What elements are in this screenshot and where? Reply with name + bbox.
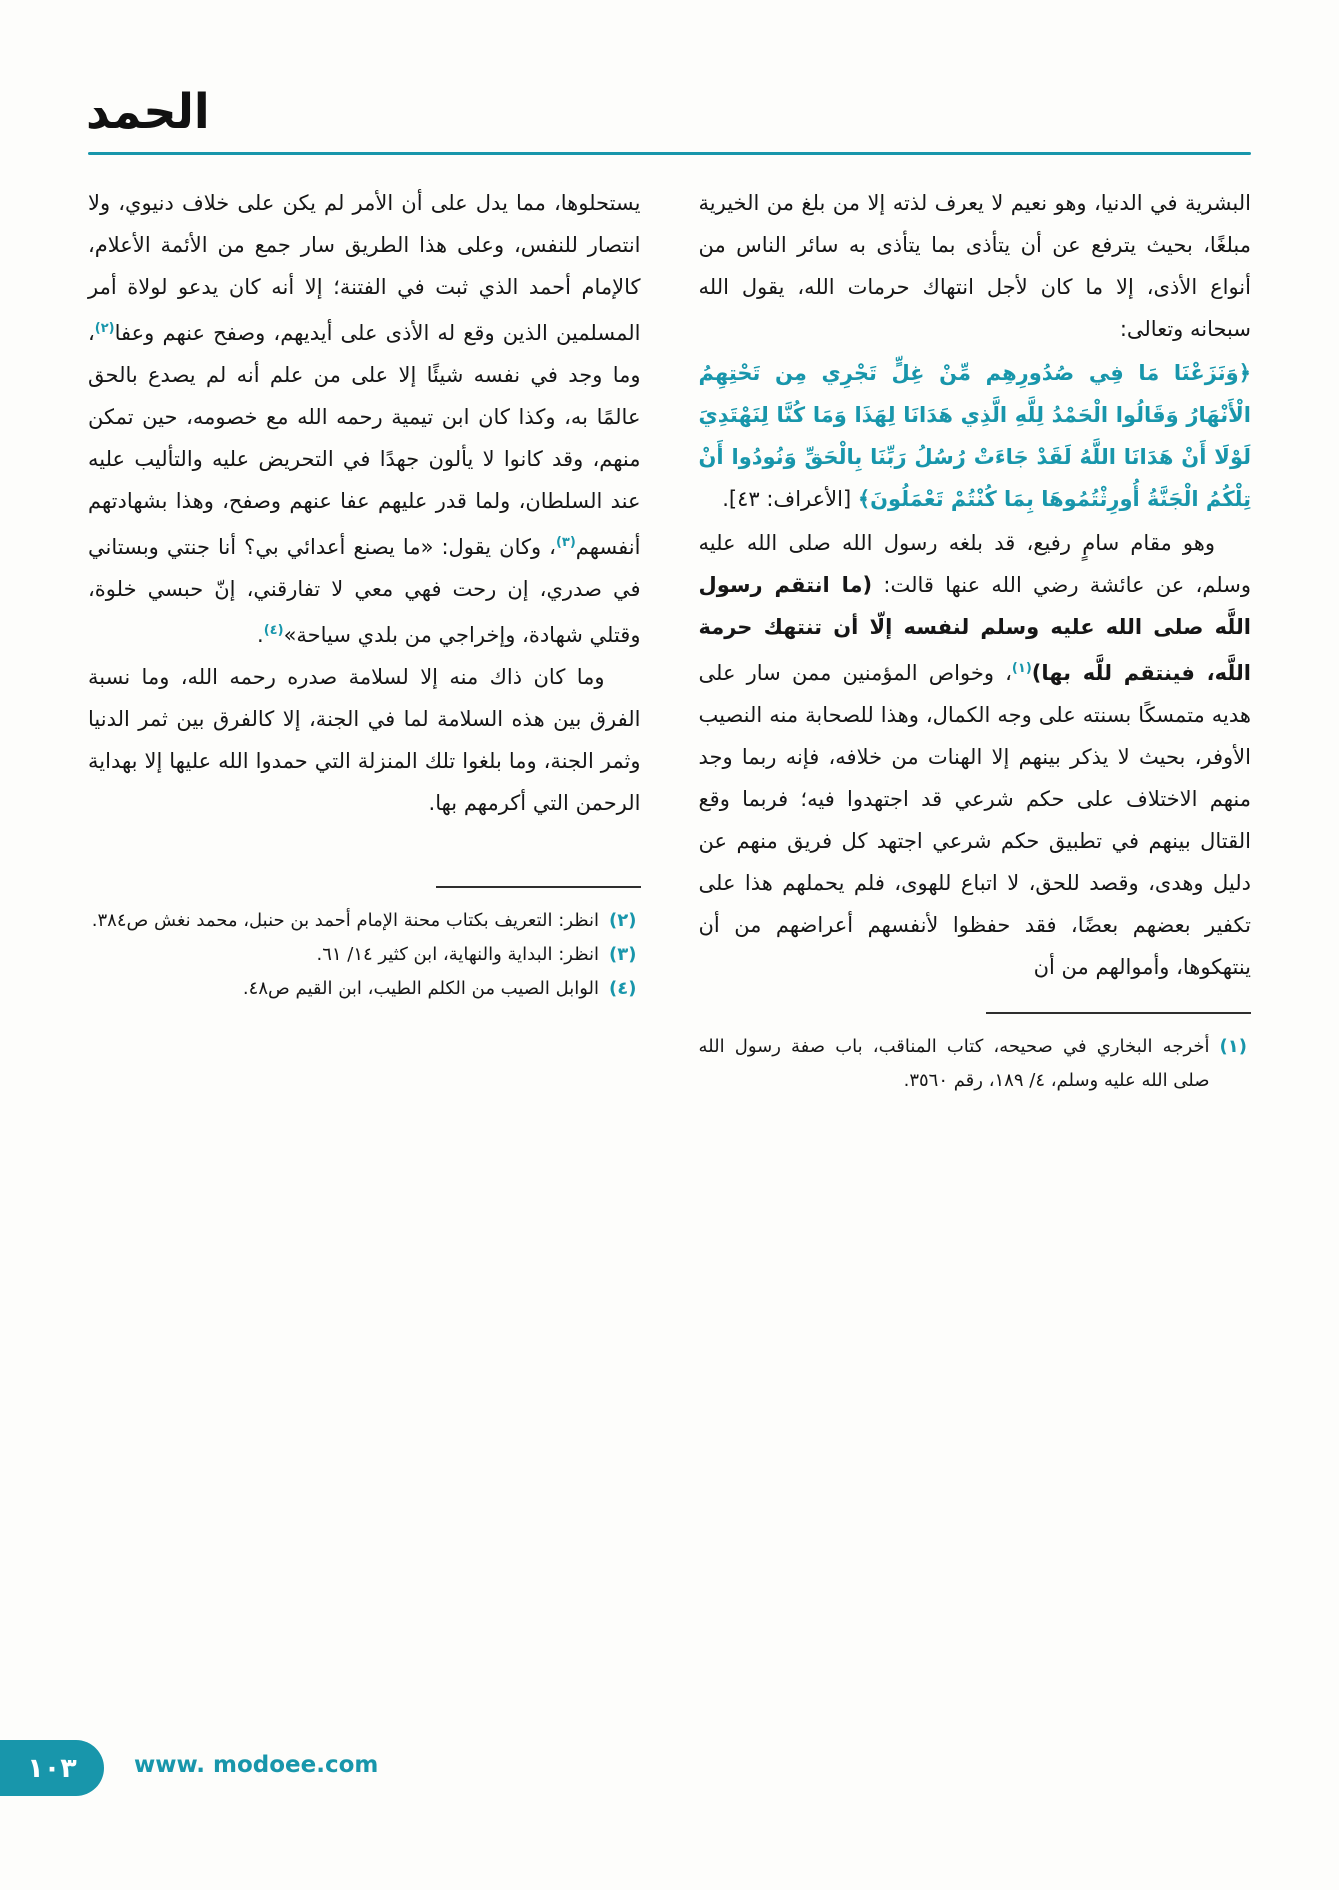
- body-paragraph: وما كان ذاك منه إلا لسلامة صدره رحمه الله، وما نسبة الفرق بين هذه السلامة لما في الجنة، إلا كالفرق بين ثمر الدنيا وثمر الجنة، وما بلغوا تلك المنزلة التي حمدوا الله عليها إلا بهداية الرحمن التي أكرمهم بها.: [88, 665, 641, 815]
- footnote-item: [88, 938, 637, 972]
- footnote-number: (٤): [609, 978, 637, 999]
- footnote-text: انظر: التعريف بكتاب محنة الإمام أحمد بن حنبل، محمد نغش ص٣٨٤.: [91, 910, 600, 931]
- footnote-text: الوابل الصيب من الكلم الطيب، ابن القيم ص٤٨.: [242, 978, 600, 999]
- right-footnotes: [699, 1030, 1252, 1098]
- paragraph-text: وهو مقام سامٍ رفيع، قد بلغه رسول الله صلى الله عليه وسلم، عن عائشة رضي الله عنها قالت:: [698, 531, 1251, 597]
- paragraph-text: ، وما وجد في نفسه شيئًا إلا على من علم أنه لم يصدع بالحق عالمًا به، وكذا كان ابن تيمية رحمه الله مع خصومه، حين تمكن منهم، وقد كانوا لا يألون جهدًا في التحريض عليه والتأليب عليه عند السلطان، ولما قدر عليهم عفا عنهم وصفح، وهذا بشهادتهم أنفسهم: [88, 321, 641, 559]
- footnote-number: (٢): [609, 910, 637, 931]
- footnote-number: (١): [1219, 1036, 1247, 1057]
- website-url: www. modoee.com: [134, 1752, 379, 1778]
- paragraph-text: ، وكان يقول: «ما يصنع أعدائي بي؟ أنا جنتي وبستاني في صدري، إن رحت فهي معي لا تفارقني، إنّ حبسي خلوة، وقتلي شهادة، وإخراجي من بلدي سياحة»: [88, 535, 641, 647]
- quran-verse-block: [699, 352, 1252, 520]
- left-footnotes: [88, 904, 641, 1006]
- footnote-item: [699, 1030, 1248, 1098]
- footnote-marker-4: (٤): [263, 623, 284, 638]
- paragraph-text: .: [257, 623, 264, 647]
- body-paragraph: البشرية في الدنيا، وهو نعيم لا يعرف لذته إلا من بلغ من الخيرية مبلغًا، بحيث يترفع عن أن يتأذى بما يتأذى به سائر الناس من أنواع الأذى، إلا ما كان لأجل انتهاك حرمات الله، يقول الله سبحانه وتعالى:: [698, 191, 1251, 341]
- footnote-number: (٣): [609, 944, 637, 965]
- paragraph-text: ، وخواص المؤمنين ممن سار على هديه متمسكًا بسنته على وجه الكمال، وهذا للصحابة منه النصيب الأوفر، بحيث لا يذكر بينهم إلا الهنات من خلافه، فإنه ربما وجد منهم الاختلاف على حكم شرعي قد اجتهدوا فيه؛ فربما وقع القتال بينهم في تطبيق حكم شرعي اجتهد كل فريق منهم عن دليل وهدى، وقصد للحق، لا اتباع للهوى، فلم يحملهم هذا على تكفير بعضهم بعضًا، فقد حفظوا لأنفسهم أعراضهم من أن ينتهكوها، وأموالهم من أن: [698, 661, 1251, 979]
- header-rule: [88, 152, 1251, 155]
- footnote-item: [88, 904, 637, 938]
- footnote-marker-3: (٣): [555, 535, 576, 550]
- footnote-marker-1: (١): [1011, 661, 1032, 676]
- footnote-separator: [986, 1012, 1251, 1014]
- right-column: [699, 182, 1252, 1098]
- quran-verse-text: ﴿وَنَزَعْنَا مَا فِي صُدُورِهِم مِّنْ غِلٍّ تَجْرِي مِن تَحْتِهِمُ الْأَنْهَارُ وَقَالُوا الْحَمْدُ لِلَّهِ الَّذِي هَدَانَا لِهَذَا وَمَا كُنَّا لِنَهْتَدِيَ لَوْلَا أَنْ هَدَانَا اللَّهُ لَقَدْ جَاءَتْ رُسُلُ رَبِّنَا بِالْحَقِّ وَنُودُوا أَنْ تِلْكُمُ الْجَنَّةُ أُورِثْتُمُوهَا بِمَا كُنْتُمْ تَعْمَلُونَ﴾: [698, 361, 1251, 511]
- footnote-text: أخرجه البخاري في صحيحه، كتاب المناقب، باب صفة رسول الله صلى الله عليه وسلم، ٤/ ١٨٩، رقم ٣٥٦٠.: [698, 1036, 1210, 1091]
- verse-reference: [الأعراف: ٤٣].: [722, 487, 858, 511]
- text-columns: [88, 182, 1251, 1098]
- footnote-marker-2: (٢): [94, 321, 115, 336]
- left-column: [88, 182, 641, 1006]
- page-number-badge: [0, 1740, 104, 1796]
- footnote-item: [88, 972, 637, 1006]
- footnote-text: انظر: البداية والنهاية، ابن كثير ١٤/ ٦١.: [316, 944, 600, 965]
- chapter-calligraphy: الحمد: [86, 82, 210, 140]
- body-paragraph: [699, 522, 1252, 988]
- page-number: ١٠٣: [27, 1752, 77, 1784]
- body-paragraph: [88, 182, 641, 656]
- footnote-separator: [436, 886, 641, 888]
- hadith-quote: (ما انتقم رسول اللَّه صلى الله عليه وسلم لنفسه إلّا أن تنتهك حرمة اللَّه، فينتقم للَّه بها): [698, 573, 1251, 685]
- paragraph-text: يستحلوها، مما يدل على أن الأمر لم يكن على خلاف دنيوي، ولا انتصار للنفس، وعلى هذا الطريق سار جمع من الأئمة الأعلام، كالإمام أحمد الذي ثبت في الفتنة؛ إلا أنه كان يدعو لولاة أمر المسلمين الذين وقع له الأذى على أيديهم، وصفح عنهم وعفا: [88, 191, 641, 345]
